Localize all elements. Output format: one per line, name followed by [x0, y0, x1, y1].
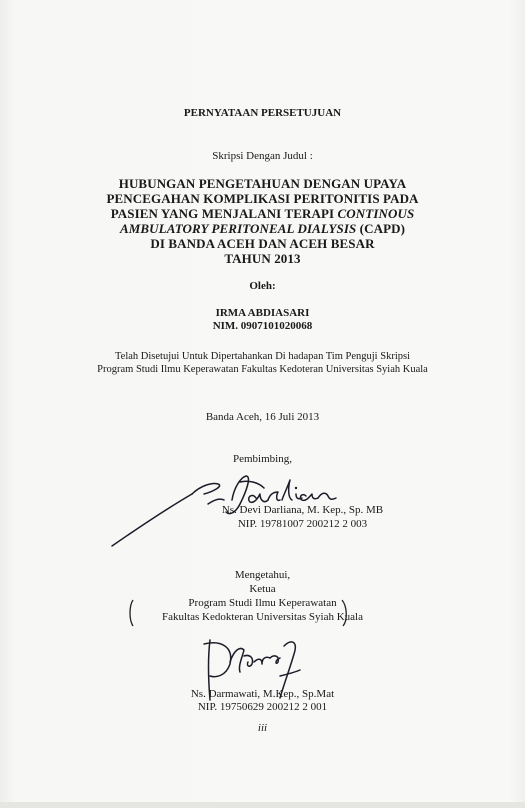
head-nip: NIP. 19750629 200212 2 001 [197, 701, 328, 713]
document-heading: PERNYATAAN PERSETUJUAN [183, 107, 342, 119]
title-line-4 [0, 221, 525, 237]
stamp-bracket-right-icon [340, 598, 350, 628]
supervisor-nip: NIP. 19781007 200212 2 003 [237, 518, 368, 530]
title-line-3 [0, 206, 525, 222]
stamp-bracket-left-icon [127, 598, 135, 628]
title-line-6: TAHUN 2013 [224, 251, 301, 266]
title-line-4-a: AMBULATORY PERITONEAL DIALYSIS [119, 221, 357, 236]
title-line-5: DI BANDA ACEH DAN ACEH BESAR [150, 236, 375, 251]
program-line: Program Studi Ilmu Keperawatan [188, 597, 337, 609]
title-line-3-b: CONTINOUS [337, 206, 415, 221]
chair-label: Ketua [249, 583, 276, 595]
page-number: iii [257, 722, 268, 734]
head-name: Ns. Darmawati, M.Kep., Sp.Mat [190, 688, 335, 700]
page-bottom-edge [0, 802, 525, 808]
title-line-2: PENCEGAHAN KOMPLIKASI PERITONITIS PADA [106, 191, 419, 206]
intro-text: Skripsi Dengan Judul : [212, 150, 313, 162]
title-line-4-b: (CAPD) [356, 221, 406, 236]
title-line-3-a: PASIEN YANG MENJALANI TERAPI [110, 206, 338, 221]
supervisor-name: Ns. Devi Darliana, M. Kep., Sp. MB [221, 504, 384, 516]
supervisor-label: Pembimbing, [233, 453, 292, 465]
title-line-1: HUBUNGAN PENGETAHUAN DENGAN UPAYA [118, 176, 407, 191]
approval-line-1: Telah Disetujui Untuk Dipertahankan Di hadapan Tim Penguji Skripsi [115, 351, 410, 362]
faculty-line: Fakultas Kedokteran Universitas Syiah Kuala [161, 611, 363, 623]
acknowledged-label: Mengetahui, [234, 569, 291, 581]
author-name: IRMA ABDIASARI [215, 307, 310, 319]
approval-line-2: Program Studi Ilmu Keperawatan Fakultas Kedoteran Universitas Syiah Kuala [97, 364, 428, 375]
by-label: Oleh: [249, 280, 276, 292]
place-date: Banda Aceh, 16 Juli 2013 [205, 411, 320, 423]
author-nim: NIM. 0907101020068 [212, 320, 313, 332]
